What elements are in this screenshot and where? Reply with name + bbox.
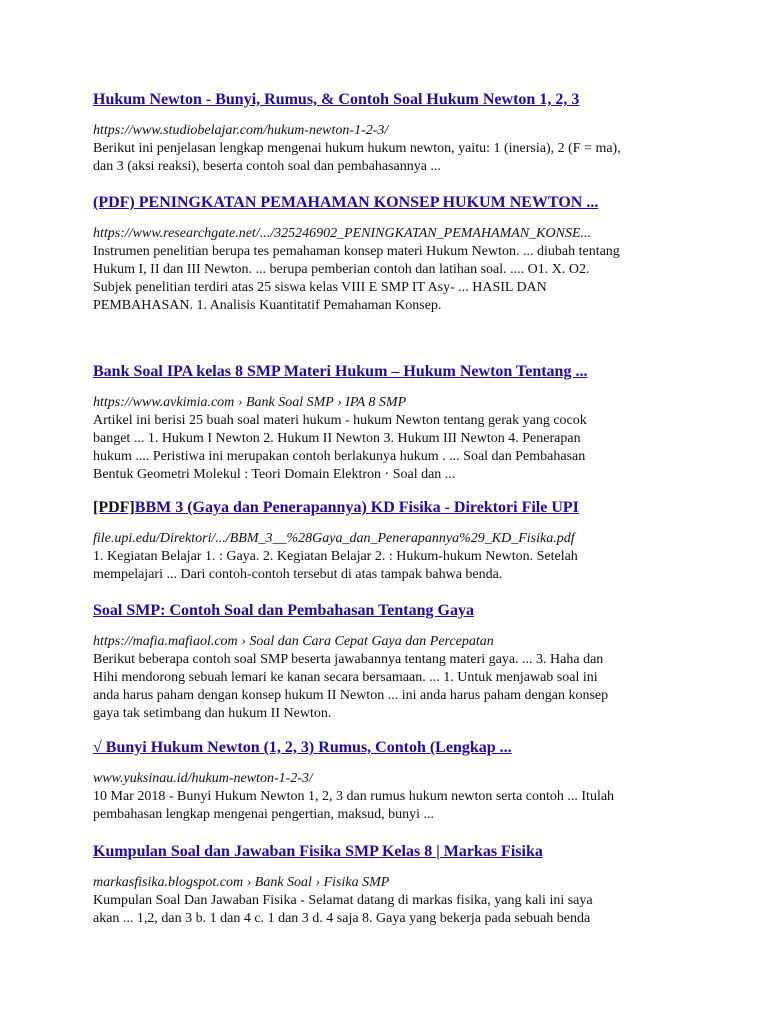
snippet-line: PEMBAHASAN. 1. Analisis Kuantitatif Pemahaman Konsep. — [93, 298, 442, 313]
result-title-link[interactable]: Bank Soal IPA kelas 8 SMP Materi Hukum – Hukum Newton Tentang ... — [93, 363, 588, 380]
snippet-line: akan ... 1,2, dan 3 b. 1 dan 4 c. 1 dan 3 d. 4 saja 8. Gaya yang bekerja pada sebuah benda — [93, 911, 591, 926]
result-snippet — [93, 412, 693, 484]
result-url: https://www.studiobelajar.com/hukum-newton-1-2-3/ — [93, 123, 389, 138]
snippet-line: Kumpulan Soal Dan Jawaban Fisika - Selamat datang di markas fisika, yang kali ini saya — [93, 893, 593, 908]
result-title-link[interactable]: BBM 3 (Gaya dan Penerapannya) KD Fisika - Direktori File UPI — [134, 499, 579, 516]
result-snippet — [93, 892, 693, 928]
snippet-line: 1. Kegiatan Belajar 1. : Gaya. 2. Kegiatan Belajar 2. : Hukum-hukum Newton. Setelah — [93, 549, 578, 564]
search-result — [93, 601, 693, 723]
snippet-line: gaya tak setimbang dan hukum II Newton. — [93, 706, 332, 721]
snippet-line: 10 Mar 2018 - Bunyi Hukum Newton 1, 2, 3 dan rumus hukum newton serta contoh ... Itulah — [93, 789, 615, 804]
search-result — [93, 842, 693, 928]
search-result — [93, 362, 693, 484]
snippet-line: banget ... 1. Hukum I Newton 2. Hukum II Newton 3. Hukum III Newton 4. Penerapan — [93, 431, 581, 446]
snippet-line: mempelajari ... Dari contoh-contoh tersebut di atas tampak bahwa benda. — [93, 567, 503, 582]
snippet-line: Hihi mendorong sebuah lemari ke kanan secara bersamaan. ... 1. Untuk menjawab soal ini — [93, 670, 598, 685]
result-url: file.upi.edu/Direktori/.../BBM_3__%28Gaya_dan_Penerapannya%29_KD_Fisika.pdf — [93, 531, 575, 546]
result-title-link[interactable]: √ Bunyi Hukum Newton (1, 2, 3) Rumus, Contoh (Lengkap ... — [93, 739, 512, 756]
search-result — [93, 90, 693, 176]
snippet-line: Subjek penelitian terdiri atas 25 siswa kelas VIII E SMP IT Asy- ... HASIL DAN — [93, 280, 547, 295]
search-result — [93, 738, 693, 824]
result-snippet — [93, 243, 693, 315]
result-title-link[interactable]: Soal SMP: Contoh Soal dan Pembahasan Tentang Gaya — [93, 602, 474, 619]
snippet-line: Instrumen penelitian berupa tes pemahaman konsep materi Hukum Newton. ... diubah tentang — [93, 244, 620, 259]
snippet-line: Berikut ini penjelasan lengkap mengenai hukum hukum newton, yaitu: 1 (inersia), 2 (F = ma), — [93, 141, 621, 156]
snippet-line: Berikut beberapa contoh soal SMP beserta jawabannya tentang materi gaya. ... 3. Haha dan — [93, 652, 604, 667]
snippet-line: hukum .... Peristiwa ini merupakan contoh berlakunya hukum . ... Soal dan Pembahasan — [93, 449, 586, 464]
result-title-link[interactable]: Kumpulan Soal dan Jawaban Fisika SMP Kelas 8 | Markas Fisika — [93, 843, 543, 860]
search-result — [93, 193, 693, 315]
result-snippet — [93, 651, 693, 723]
result-snippet — [93, 140, 693, 176]
result-url: https://www.avkimia.com › Bank Soal SMP › IPA 8 SMP — [93, 395, 407, 410]
search-result — [93, 498, 693, 584]
result-snippet — [93, 788, 693, 824]
result-title-link[interactable]: Hukum Newton - Bunyi, Rumus, & Contoh Soal Hukum Newton 1, 2, 3 — [93, 91, 580, 108]
snippet-line: pembahasan lengkap mengenai pengertian, maksud, bunyi ... — [93, 807, 434, 822]
snippet-line: anda harus paham dengan konsep hukum II Newton ... ini anda harus paham dengan konsep — [93, 688, 609, 703]
pdf-prefix: [PDF] — [93, 499, 135, 516]
result-url: https://mafia.mafiaol.com › Soal dan Cara Cepat Gaya dan Percepatan — [93, 634, 494, 649]
result-url: https://www.researchgate.net/.../325246902_PENINGKATAN_PEMAHAMAN_KONSE... — [93, 226, 592, 241]
snippet-line: Bentuk Geometri Molekul : Teori Domain Elektron · Soal dan ... — [93, 467, 456, 482]
snippet-line: Artikel ini berisi 25 buah soal materi hukum - hukum Newton tentang gerak yang cocok — [93, 413, 587, 428]
result-url: markasfisika.blogspot.com › Bank Soal › Fisika SMP — [93, 875, 390, 890]
result-title-link[interactable]: (PDF) PENINGKATAN PEMAHAMAN KONSEP HUKUM NEWTON ... — [93, 194, 599, 211]
result-title — [93, 498, 693, 518]
result-url: www.yuksinau.id/hukum-newton-1-2-3/ — [93, 771, 313, 786]
result-snippet — [93, 548, 693, 584]
snippet-line: dan 3 (aksi reaksi), beserta contoh soal dan pembahasannya ... — [93, 159, 441, 174]
snippet-line: Hukum I, II dan III Newton. ... berupa pemberian contoh dan latihan soal. .... O1. X. O2. — [93, 262, 590, 277]
